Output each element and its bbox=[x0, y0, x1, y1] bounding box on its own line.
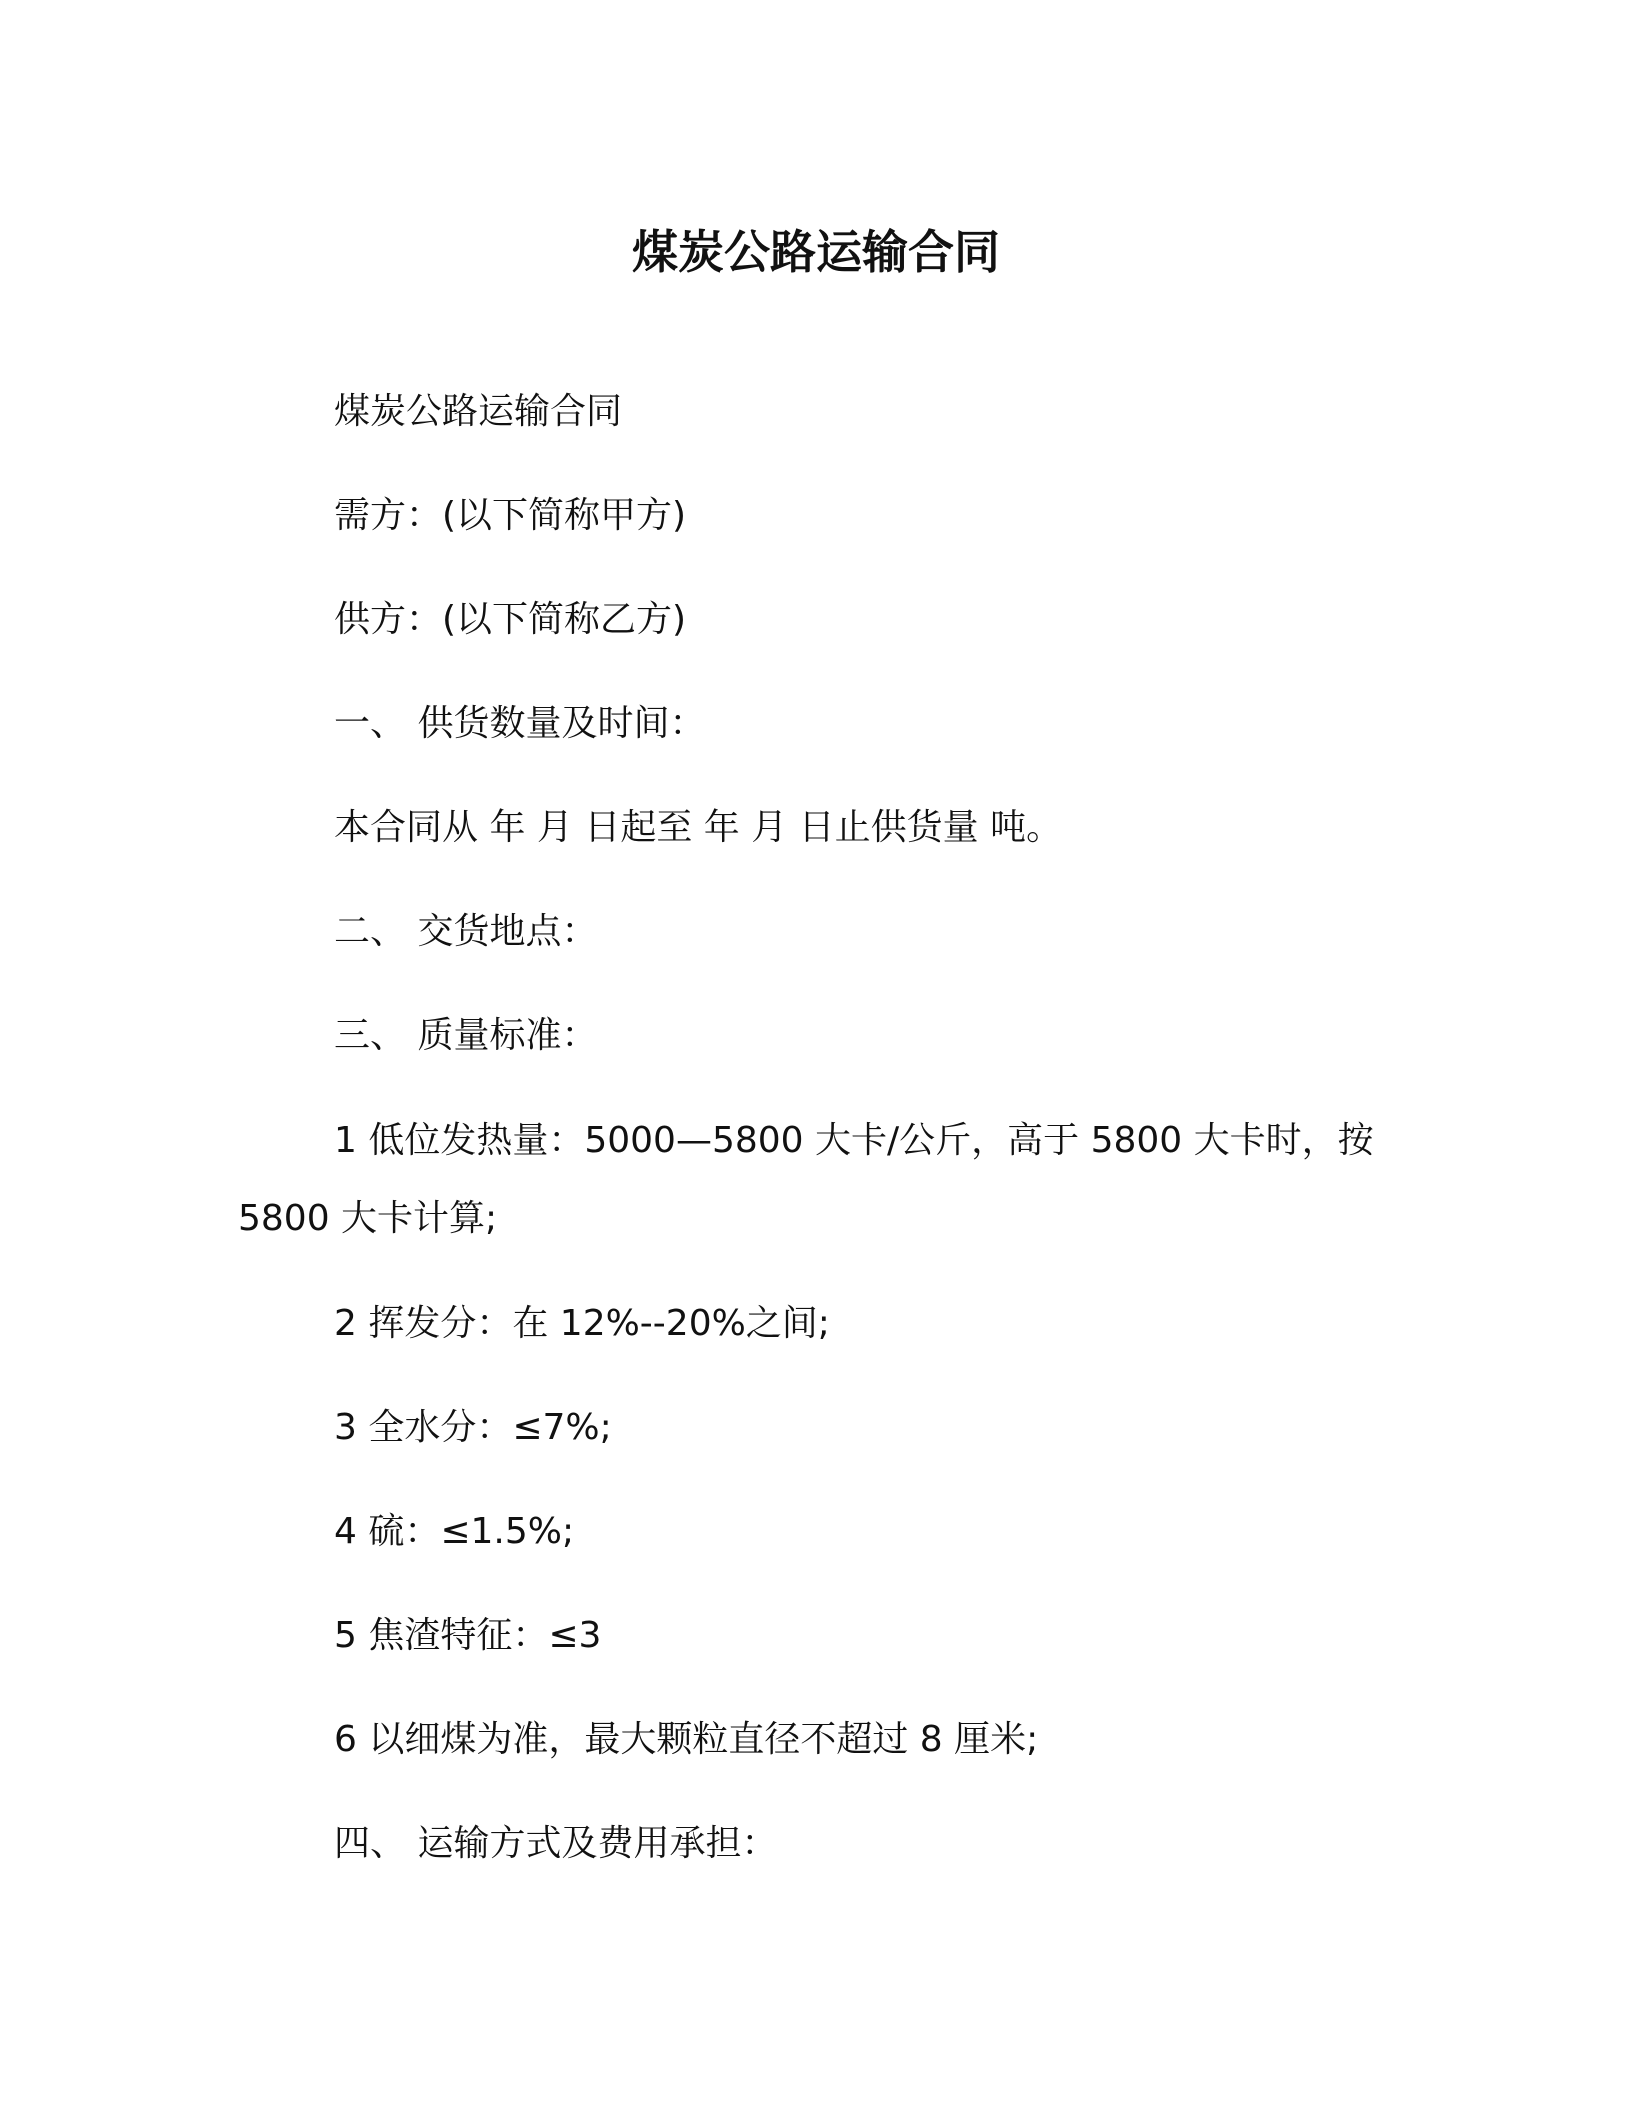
document-body bbox=[238, 388, 1398, 1924]
paragraph-contract-name: 煤炭公路运输合同 bbox=[334, 391, 623, 432]
quality-item-coke-residue: 5 焦渣特征：≤3 bbox=[334, 1615, 602, 1656]
document-title: 煤炭公路运输合同 bbox=[632, 225, 1000, 279]
quality-item-calorific: 1 低位发热量：5000—5800 大卡/公斤，高于 5800 大卡时，按 5800 大卡计算; bbox=[238, 1120, 1374, 1239]
paragraph-party-a: 需方：(以下简称甲方) bbox=[334, 495, 687, 536]
section-heading-transport: 四、 运输方式及费用承担： bbox=[334, 1823, 778, 1864]
quality-item-volatile: 2 挥发分：在 12%--20%之间; bbox=[334, 1303, 830, 1344]
quality-item-sulfur: 4 硫：≤1.5%; bbox=[334, 1511, 575, 1552]
section-heading-quality: 三、 质量标准： bbox=[334, 1015, 598, 1056]
paragraph-supply-period: 本合同从 年 月 日起至 年 月 日止供货量 吨。 bbox=[334, 807, 1063, 848]
section-heading-supply: 一、 供货数量及时间： bbox=[334, 703, 706, 744]
quality-item-particle-size: 6 以细煤为准，最大颗粒直径不超过 8 厘米; bbox=[334, 1719, 1039, 1760]
paragraph-party-b: 供方：(以下简称乙方) bbox=[334, 599, 687, 640]
section-heading-delivery: 二、 交货地点： bbox=[334, 911, 598, 952]
quality-item-moisture: 3 全水分：≤7%; bbox=[334, 1407, 612, 1448]
